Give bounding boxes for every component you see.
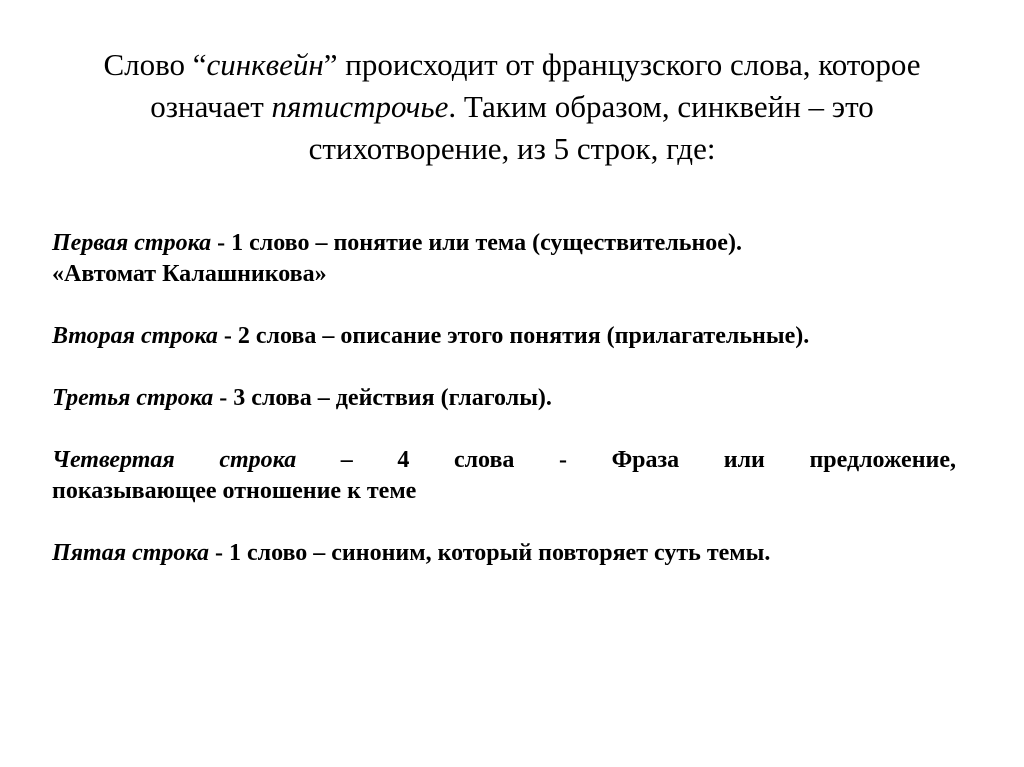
line-1-example: «Автомат Калашникова» bbox=[52, 261, 327, 287]
line-3-text: - 3 слова – действия (глаголы). bbox=[213, 385, 552, 411]
line-4-continuation: показывающее отношение к теме bbox=[52, 478, 417, 504]
term-pyatistrochie: пятистрочье bbox=[271, 89, 449, 124]
line-4-label: Четвертая строка bbox=[52, 447, 297, 473]
line-5-definition bbox=[52, 538, 956, 569]
line-4-definition bbox=[52, 445, 956, 507]
line-2-definition bbox=[52, 321, 956, 352]
line-4-first-row bbox=[52, 445, 956, 476]
line-4-text: – 4 слова - Фраза или предложение, bbox=[296, 447, 957, 473]
line-1-definition bbox=[52, 228, 956, 290]
intro-text-2: ” происходит от французского слова, которое означает bbox=[150, 47, 921, 124]
line-1-text: - 1 слово – понятие или тема (существительное). bbox=[211, 230, 742, 256]
term-sinkvein: синквейн bbox=[206, 47, 324, 82]
line-3-definition bbox=[52, 383, 956, 414]
intro-text-1: Слово “ bbox=[103, 47, 207, 82]
intro-text-3: . Таким образом, синквейн – это стихотворение, из 5 строк, где: bbox=[308, 89, 874, 166]
intro-paragraph bbox=[60, 44, 964, 170]
line-5-text: - 1 слово – синоним, который повторяет суть темы. bbox=[208, 540, 771, 566]
line-5-label: Пятая строка bbox=[52, 540, 209, 566]
line-1-label: Первая строка bbox=[52, 230, 212, 256]
line-3-label: Третья строка bbox=[52, 385, 214, 411]
line-definitions bbox=[52, 228, 956, 569]
line-2-label: Вторая строка bbox=[52, 323, 218, 349]
line-2-text: - 2 слова – описание этого понятия (прилагательные). bbox=[217, 323, 810, 349]
